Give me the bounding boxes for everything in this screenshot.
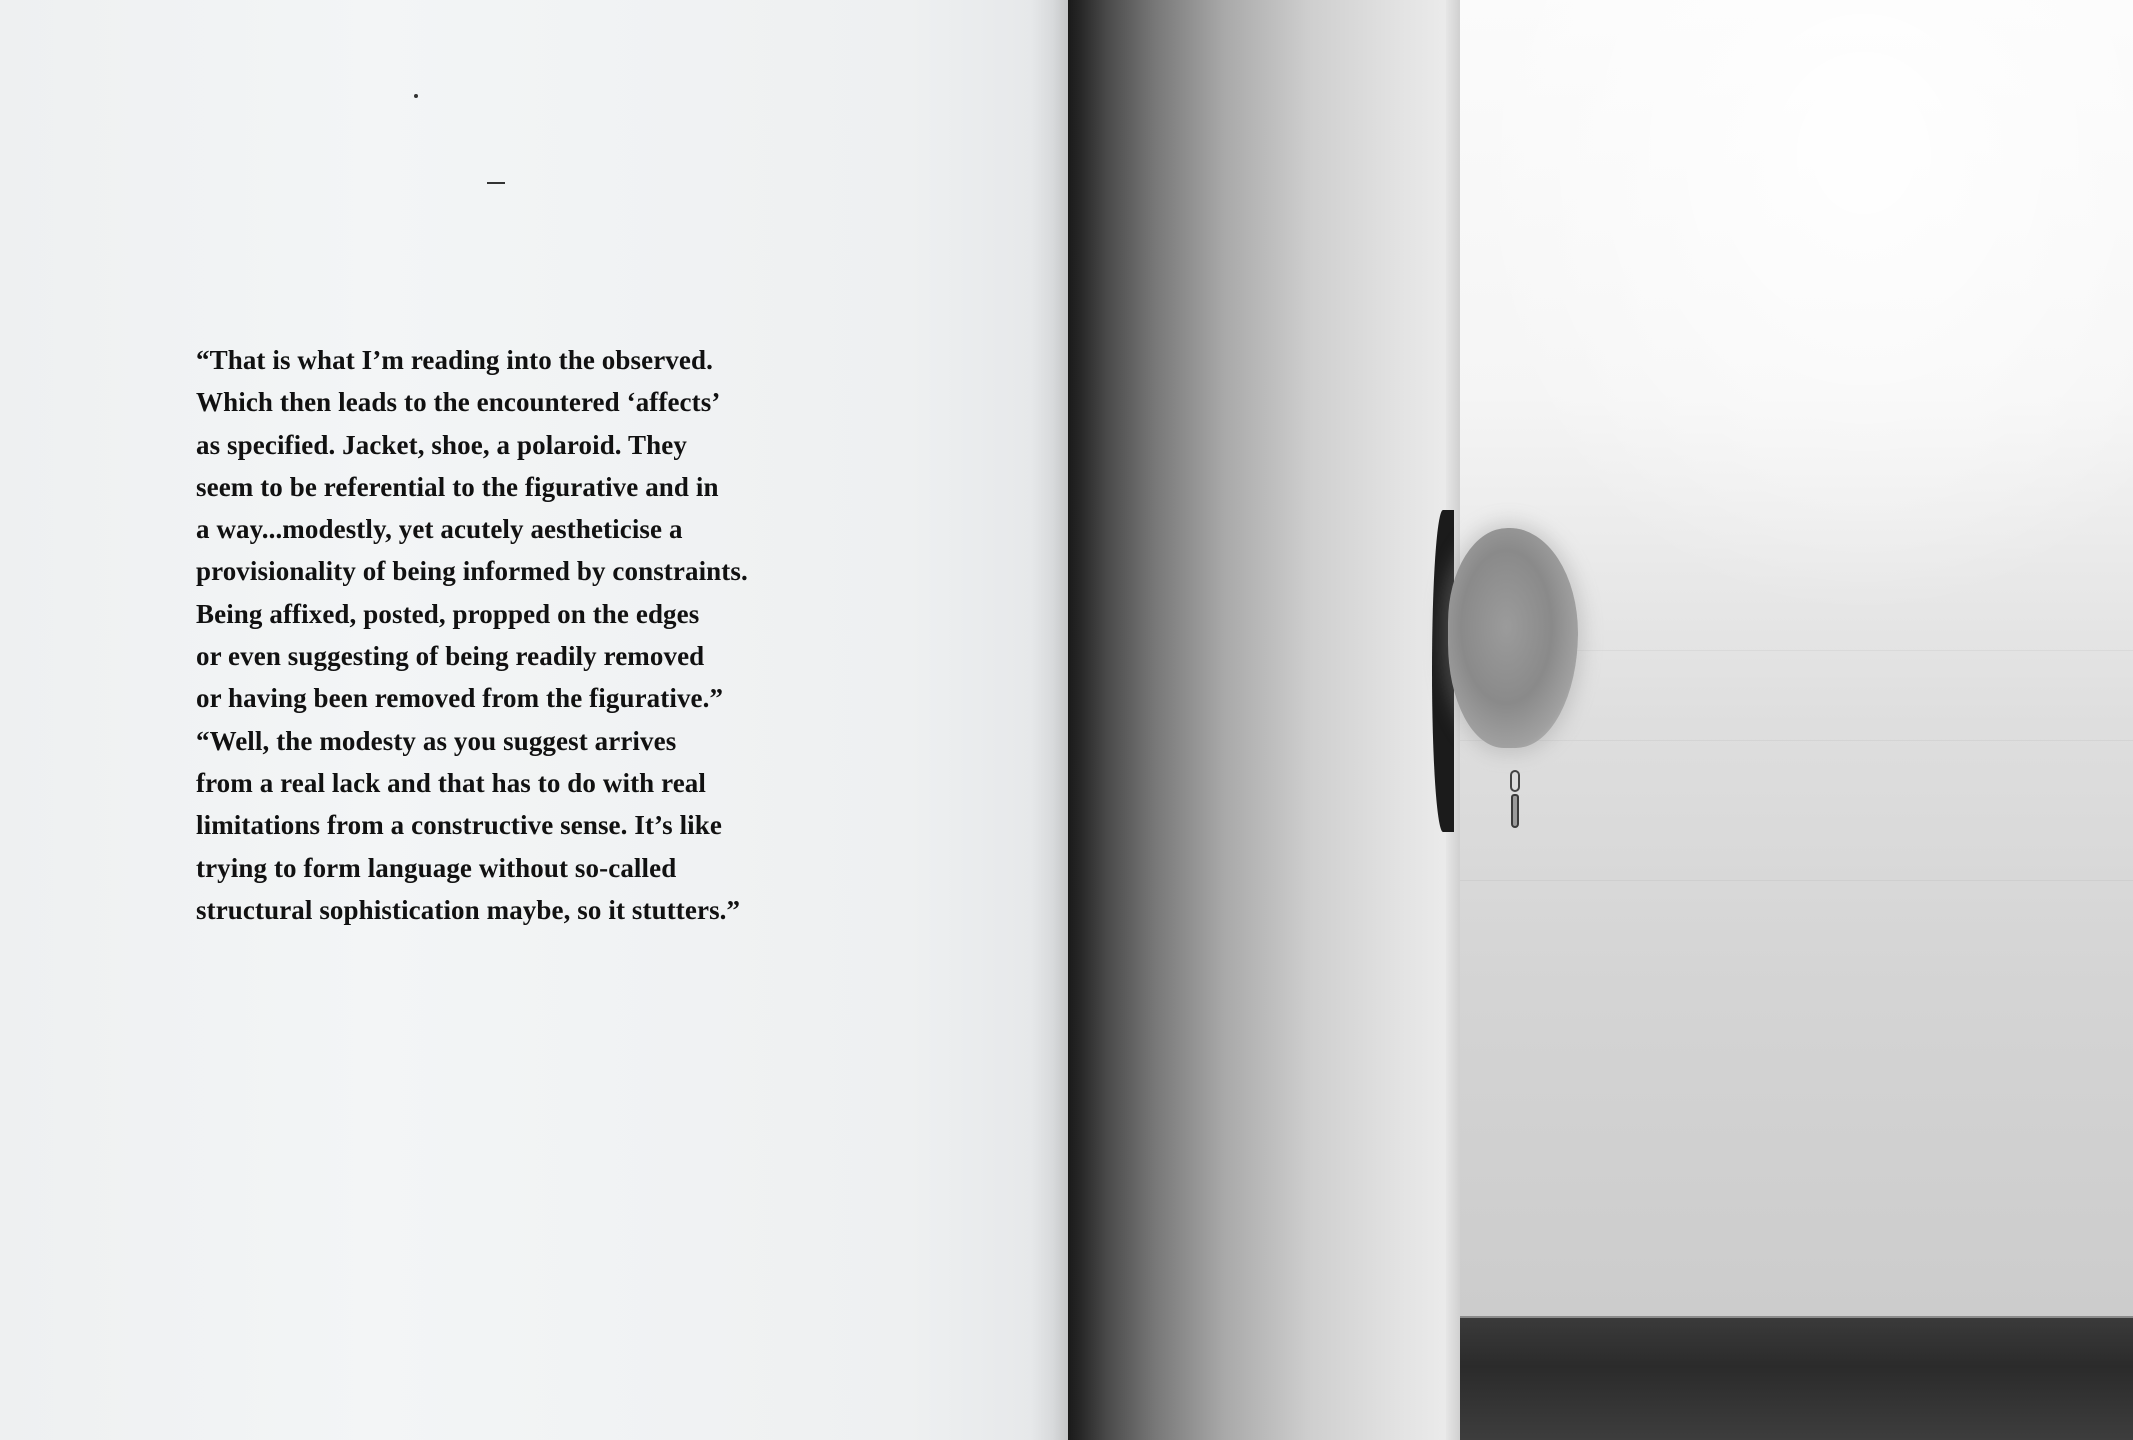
text-line: or having been removed from the figurative.” [196,683,724,714]
text-line: a way...modestly, yet acutely aestheticise a [196,514,683,545]
text-line: limitations from a constructive sense. It’s like [196,810,722,841]
photo-page [1068,0,2133,1440]
text-line: trying to form language without so-called [196,852,677,883]
white-column [1068,0,1460,1440]
text-line: provisionality of being informed by constraints. [196,556,748,587]
paper-speck [414,94,418,98]
wall-texture-line [1460,880,2133,881]
dialogue-text [196,339,896,931]
text-line: Being affixed, posted, propped on the edges [196,598,700,629]
text-line: or even suggesting of being readily removed [196,641,705,672]
text-line: “That is what I’m reading into the observed. [196,345,713,375]
text-line: from a real lack and that has to do with real [196,767,707,798]
fur-pompom [1448,528,1578,748]
gallery-floor [1460,1318,2133,1440]
wall-light [1460,0,2133,620]
text-line: Which then leads to the encountered ‘affects’ [196,387,721,418]
keychain-clip-icon [1510,770,1520,840]
text-line: seem to be referential to the figurative and in [196,471,719,502]
wall-texture-line [1460,740,2133,741]
gutter-shadow [1030,0,1068,1440]
text-line: structural sophistication maybe, so it stutters.” [196,894,741,925]
text-line: “Well, the modesty as you suggest arrives [196,725,677,756]
paper-speck [487,182,505,184]
text-line: as specified. Jacket, shoe, a polaroid. They [196,429,687,460]
